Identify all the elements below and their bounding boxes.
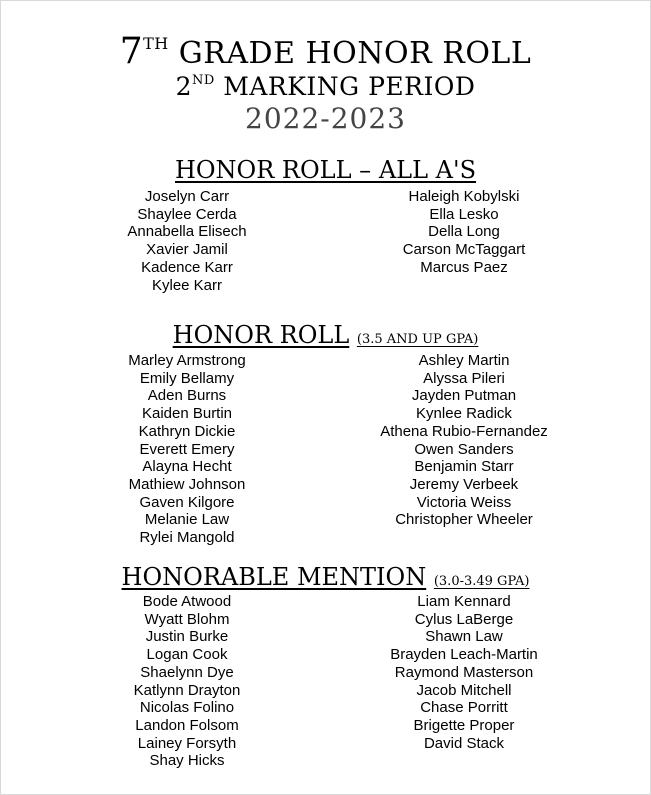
student-name: Shaylee Cerda [137, 205, 237, 223]
student-name: Bode Atwood [142, 593, 232, 610]
student-name: Wyatt Blohm [144, 610, 230, 628]
student-name: Kathryn Dickie [138, 422, 236, 440]
student-name: Jayden Putman [411, 387, 517, 405]
student-name: Shaelynn Dye [140, 663, 234, 681]
section-heading: HONOR ROLL [172, 321, 350, 349]
student-name: Ella Lesko [429, 205, 499, 223]
student-name: Alayna Hecht [142, 458, 232, 476]
student-name: Rylei Mangold [139, 529, 235, 547]
student-name: Carson McTaggart [402, 241, 526, 259]
student-name: Benjamin Starr [414, 458, 514, 476]
section-title-honor-roll [1, 321, 650, 349]
section-gpa-range: (3.5 AND UP GPA) [356, 332, 479, 347]
title-grade-number: 7 [119, 31, 144, 72]
marking-period [1, 72, 650, 101]
student-name: Everett Emery [139, 440, 235, 458]
student-name: Ashley Martin [418, 352, 510, 369]
student-name: Victoria Weiss [416, 493, 512, 511]
honorable-mention-left-list [87, 593, 287, 770]
student-name: Gaven Kilgore [139, 493, 235, 511]
student-name: Shay Hicks [149, 752, 225, 770]
title-grade-suffix: TH [143, 34, 169, 53]
school-year: 2022-2023 [245, 102, 406, 135]
honor-roll-right-list [364, 352, 564, 529]
section-title-all-as [1, 156, 650, 184]
student-name: Brayden Leach-Martin [390, 646, 538, 664]
honorable-mention-right-list [364, 593, 564, 752]
student-name: Kaiden Burtin [141, 405, 233, 423]
student-name: Haleigh Kobylski [408, 188, 520, 205]
section-gpa-range: (3.0-3.49 GPA) [433, 574, 530, 589]
student-name: Melanie Law [144, 511, 230, 529]
student-name: Annabella Elisech [127, 223, 247, 241]
student-name: Della Long [428, 223, 500, 241]
title-text: GRADE HONOR ROLL [178, 36, 532, 71]
page-title [1, 31, 650, 72]
student-name: Athena Rubio-Fernandez [380, 422, 548, 440]
student-name: Shawn Law [425, 628, 503, 646]
student-name: Raymond Masterson [394, 663, 534, 681]
student-name: Brigette Proper [413, 716, 515, 734]
period-text: MARKING PERIOD [223, 72, 476, 101]
student-name: Marcus Paez [420, 258, 508, 276]
student-name: Mathiew Johnson [128, 475, 246, 493]
period-number: 2 [175, 72, 192, 101]
student-name: Marley Armstrong [128, 352, 246, 369]
period-suffix: ND [192, 73, 215, 88]
student-name: Emily Bellamy [139, 369, 235, 387]
student-name: Christopher Wheeler [395, 511, 533, 529]
student-name: Landon Folsom [135, 716, 239, 734]
honor-roll-left-list [87, 352, 287, 547]
section-heading: HONORABLE MENTION [121, 563, 427, 591]
student-name: Alyssa Pileri [423, 369, 505, 387]
student-name: Kylee Karr [151, 276, 223, 294]
student-name: Cylus LaBerge [414, 610, 514, 628]
section-title-honorable-mention [1, 563, 650, 591]
student-name: David Stack [423, 734, 505, 752]
student-name: Owen Sanders [414, 440, 514, 458]
student-name: Kadence Karr [141, 258, 233, 276]
all-as-left-list [87, 188, 287, 294]
student-name: Lainey Forsyth [137, 734, 237, 752]
student-name: Jeremy Verbeek [409, 475, 519, 493]
student-name: Xavier Jamil [146, 241, 228, 259]
student-name: Jacob Mitchell [416, 681, 512, 699]
student-name: Nicolas Folino [139, 699, 235, 717]
student-name: Joselyn Carr [144, 188, 230, 205]
student-name: Katlynn Drayton [133, 681, 241, 699]
all-as-right-list [364, 188, 564, 277]
student-name: Aden Burns [147, 387, 227, 405]
student-name: Logan Cook [146, 646, 228, 664]
student-name: Liam Kennard [417, 593, 511, 610]
student-name: Justin Burke [145, 628, 229, 646]
section-heading: HONOR ROLL – ALL A'S [174, 156, 477, 184]
student-name: Kynlee Radick [416, 405, 512, 423]
student-name: Chase Porritt [420, 699, 508, 717]
